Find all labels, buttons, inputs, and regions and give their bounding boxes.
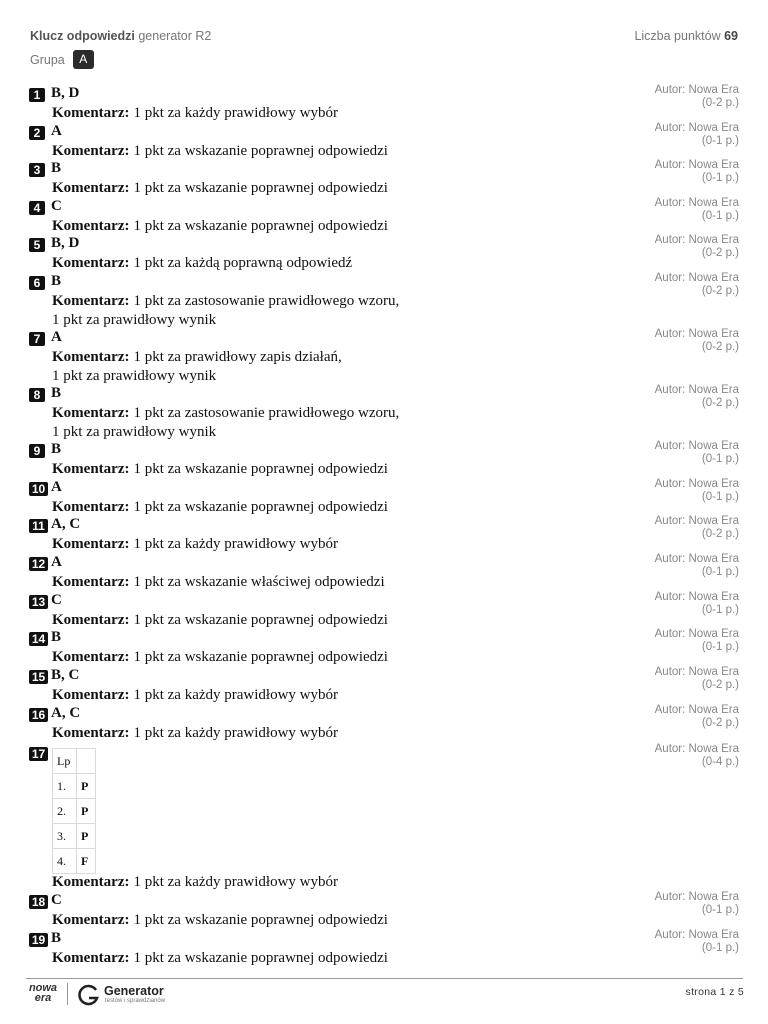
- comment-label: Komentarz:: [52, 649, 130, 665]
- table-row: [53, 799, 96, 824]
- points-range: (0-2 p.): [701, 341, 739, 353]
- author-points: [655, 272, 739, 298]
- author-points: [655, 159, 739, 185]
- points-range: (0-1 p.): [701, 491, 739, 503]
- question-number-badge: 17: [29, 747, 48, 761]
- comment: [52, 292, 399, 330]
- comment-text: 1 pkt za prawidłowy zapis działań,: [133, 349, 342, 365]
- author-label: Autor: Nowa Era: [654, 384, 739, 396]
- answer-text: B, C: [51, 667, 80, 683]
- comment-text: 1 pkt za zastosowanie prawidłowego wzoru,: [133, 405, 400, 421]
- comment-label: Komentarz:: [52, 218, 130, 234]
- points-range: (0-1 p.): [701, 942, 739, 954]
- comment: [52, 460, 388, 479]
- author-points: [655, 122, 739, 148]
- points-range: (0-1 p.): [701, 904, 739, 916]
- author-label: Autor: Nowa Era: [654, 515, 739, 527]
- points-range: (0-1 p.): [701, 566, 739, 578]
- comment-text: 1 pkt za każdy prawidłowy wybór: [133, 105, 338, 121]
- footer-divider: [26, 978, 743, 979]
- comment-label: Komentarz:: [52, 499, 130, 515]
- comment-text: 1 pkt za wskazanie właściwej odpowiedzi: [133, 574, 385, 590]
- comment-text: 1 pkt za wskazanie poprawnej odpowiedzi: [133, 950, 388, 966]
- author-points: [655, 666, 739, 692]
- points-range: (0-2 p.): [701, 247, 739, 259]
- author-label: Autor: Nowa Era: [654, 666, 739, 678]
- table-row: [53, 774, 96, 799]
- comment-label: Komentarz:: [52, 574, 130, 590]
- comment-text: 1 pkt za wskazanie poprawnej odpowiedzi: [133, 649, 388, 665]
- comment-label: Komentarz:: [52, 912, 130, 928]
- author-label: Autor: Nowa Era: [654, 478, 739, 490]
- question-number-badge: 2: [29, 126, 45, 140]
- comment: [52, 104, 338, 123]
- question-number-badge: 4: [29, 201, 45, 215]
- comment-label: Komentarz:: [52, 180, 130, 196]
- question-number-badge: 6: [29, 276, 45, 290]
- table-cell-value: P: [77, 774, 96, 799]
- comment-text-line2: 1 pkt za prawidłowy wynik: [52, 312, 217, 328]
- comment-text: 1 pkt za każdy prawidłowy wybór: [133, 725, 338, 741]
- group-badge: A: [73, 50, 94, 69]
- points-range: (0-1 p.): [701, 210, 739, 222]
- answer-text: B: [51, 385, 62, 401]
- table-row: [53, 824, 96, 849]
- comment: [52, 724, 338, 743]
- comment: [52, 348, 342, 386]
- comment: [52, 611, 388, 630]
- comment-text: 1 pkt za wskazanie poprawnej odpowiedzi: [133, 143, 388, 159]
- points-range: (0-2 p.): [701, 397, 739, 409]
- question-number-badge: 12: [29, 557, 48, 571]
- comment: [52, 573, 385, 592]
- page-header: [30, 29, 738, 45]
- comment-label: Komentarz:: [52, 950, 130, 966]
- question-number-badge: 9: [29, 444, 45, 458]
- question-number-badge: 8: [29, 388, 45, 402]
- author-label: Autor: Nowa Era: [654, 891, 739, 903]
- comment: [52, 535, 338, 554]
- author-points: [655, 704, 739, 730]
- comment: [52, 217, 388, 236]
- comment-text: 1 pkt za wskazanie poprawnej odpowiedzi: [133, 461, 388, 477]
- author-label: Autor: Nowa Era: [654, 234, 739, 246]
- question-number-badge: 14: [29, 632, 48, 646]
- answer-text: A: [51, 329, 62, 345]
- table-header-lp: Lp: [53, 749, 77, 774]
- comment: [52, 142, 388, 161]
- points-range: (0-1 p.): [701, 641, 739, 653]
- comment: [52, 648, 388, 667]
- answer-text: B: [51, 273, 62, 289]
- author-label: Autor: Nowa Era: [654, 272, 739, 284]
- comment-label: Komentarz:: [52, 461, 130, 477]
- points-range: (0-2 p.): [701, 717, 739, 729]
- comment: [52, 873, 338, 892]
- answer-text: B: [51, 441, 62, 457]
- table-row: [53, 849, 96, 874]
- answer-text: A, C: [51, 705, 81, 721]
- author-label: Autor: Nowa Era: [654, 440, 739, 452]
- comment-label: Komentarz:: [52, 349, 130, 365]
- author-points: [655, 384, 739, 410]
- points-range: (0-2 p.): [701, 285, 739, 297]
- document-title: Klucz odpowiedzi generator R2: [30, 29, 212, 43]
- answer-text: B: [51, 160, 62, 176]
- points-range: (0-2 p.): [701, 528, 739, 540]
- generator-g-icon: [78, 984, 100, 1006]
- table-cell-value: P: [77, 799, 96, 824]
- table-cell-value: P: [77, 824, 96, 849]
- comment-text: 1 pkt za zastosowanie prawidłowego wzoru,: [133, 293, 400, 309]
- comment-text-line2: 1 pkt za prawidłowy wynik: [52, 368, 217, 384]
- points-range: (0-1 p.): [701, 172, 739, 184]
- table-cell-index: 4.: [53, 849, 77, 874]
- answer-text: C: [51, 892, 62, 908]
- author-label: Autor: Nowa Era: [654, 159, 739, 171]
- comment: [52, 686, 338, 705]
- comment-label: Komentarz:: [52, 725, 130, 741]
- author-points: [655, 234, 739, 260]
- answer-table: [52, 748, 96, 874]
- comment-label: Komentarz:: [52, 105, 130, 121]
- answer-text: B, D: [51, 85, 80, 101]
- comment-text: 1 pkt za każdą poprawną odpowiedź: [133, 255, 353, 271]
- comment-text: 1 pkt za wskazanie poprawnej odpowiedzi: [133, 180, 388, 196]
- author-label: Autor: Nowa Era: [654, 591, 739, 603]
- points-total: Liczba punktów 69: [634, 29, 738, 43]
- points-range: (0-2 p.): [701, 97, 739, 109]
- author-points: [655, 440, 739, 466]
- question-number-badge: 3: [29, 163, 45, 177]
- author-label: Autor: Nowa Era: [654, 704, 739, 716]
- question-number-badge: 7: [29, 332, 45, 346]
- question-number-badge: 19: [29, 933, 48, 947]
- author-label: Autor: Nowa Era: [654, 553, 739, 565]
- comment: [52, 404, 399, 442]
- table-cell-index: 1.: [53, 774, 77, 799]
- comment-text: 1 pkt za wskazanie poprawnej odpowiedzi: [133, 499, 388, 515]
- author-points: [655, 743, 739, 769]
- comment-label: Komentarz:: [52, 536, 130, 552]
- author-points: [655, 515, 739, 541]
- answer-text: A: [51, 479, 62, 495]
- question-number-badge: 11: [29, 519, 48, 533]
- logo-separator: [67, 983, 68, 1005]
- comment-label: Komentarz:: [52, 612, 130, 628]
- question-number-badge: 5: [29, 238, 45, 252]
- comment-text: 1 pkt za każdy prawidłowy wybór: [133, 687, 338, 703]
- comment: [52, 498, 388, 517]
- author-label: Autor: Nowa Era: [654, 122, 739, 134]
- answer-text: C: [51, 198, 62, 214]
- author-label: Autor: Nowa Era: [654, 84, 739, 96]
- comment: [52, 949, 388, 968]
- comment-text: 1 pkt za wskazanie poprawnej odpowiedzi: [133, 912, 388, 928]
- comment-text: 1 pkt za wskazanie poprawnej odpowiedzi: [133, 612, 388, 628]
- comment-label: Komentarz:: [52, 687, 130, 703]
- comment-label: Komentarz:: [52, 405, 130, 421]
- question-number-badge: 1: [29, 88, 45, 102]
- author-points: [655, 478, 739, 504]
- question-number-badge: 13: [29, 595, 48, 609]
- answer-text: B: [51, 930, 62, 946]
- answer-text: C: [51, 592, 62, 608]
- comment: [52, 254, 352, 273]
- author-points: [655, 929, 739, 955]
- comment-label: Komentarz:: [52, 143, 130, 159]
- answer-text: B, D: [51, 235, 80, 251]
- comment-label: Komentarz:: [52, 255, 130, 271]
- question-number-badge: 18: [29, 895, 48, 909]
- author-label: Autor: Nowa Era: [654, 743, 739, 755]
- answer-text: A, C: [51, 516, 81, 532]
- table-cell-index: 2.: [53, 799, 77, 824]
- comment: [52, 911, 388, 930]
- table-cell-value: F: [77, 849, 96, 874]
- comment-label: Komentarz:: [52, 293, 130, 309]
- group-label: Grupa: [30, 52, 65, 67]
- page-number: strona 1 z 5: [685, 986, 744, 998]
- table-header-empty: [77, 749, 96, 774]
- author-points: [655, 553, 739, 579]
- comment-text-line2: 1 pkt za prawidłowy wynik: [52, 424, 217, 440]
- answer-text: A: [51, 554, 62, 570]
- points-range: (0-2 p.): [701, 679, 739, 691]
- comment-label: Komentarz:: [52, 874, 130, 890]
- comment: [52, 179, 388, 198]
- comment-text: 1 pkt za każdy prawidłowy wybór: [133, 536, 338, 552]
- points-range: (0-1 p.): [701, 604, 739, 616]
- answer-text: A: [51, 123, 62, 139]
- author-points: [655, 328, 739, 354]
- points-range: (0-4 p.): [701, 756, 739, 768]
- author-points: [655, 891, 739, 917]
- group-indicator: [30, 50, 94, 69]
- nowa-era-logo: nowa era: [28, 982, 58, 1004]
- author-label: Autor: Nowa Era: [654, 929, 739, 941]
- comment-text: 1 pkt za wskazanie poprawnej odpowiedzi: [133, 218, 388, 234]
- question-number-badge: 10: [29, 482, 48, 496]
- question-number-badge: 16: [29, 708, 48, 722]
- author-points: [655, 84, 739, 110]
- author-label: Autor: Nowa Era: [654, 628, 739, 640]
- author-points: [655, 591, 739, 617]
- author-points: [655, 197, 739, 223]
- answer-text: B: [51, 629, 62, 645]
- author-label: Autor: Nowa Era: [654, 328, 739, 340]
- points-range: (0-1 p.): [701, 453, 739, 465]
- comment-text: 1 pkt za każdy prawidłowy wybór: [133, 874, 338, 890]
- points-range: (0-1 p.): [701, 135, 739, 147]
- author-points: [655, 628, 739, 654]
- question-number-badge: 15: [29, 670, 48, 684]
- author-label: Autor: Nowa Era: [654, 197, 739, 209]
- table-cell-index: 3.: [53, 824, 77, 849]
